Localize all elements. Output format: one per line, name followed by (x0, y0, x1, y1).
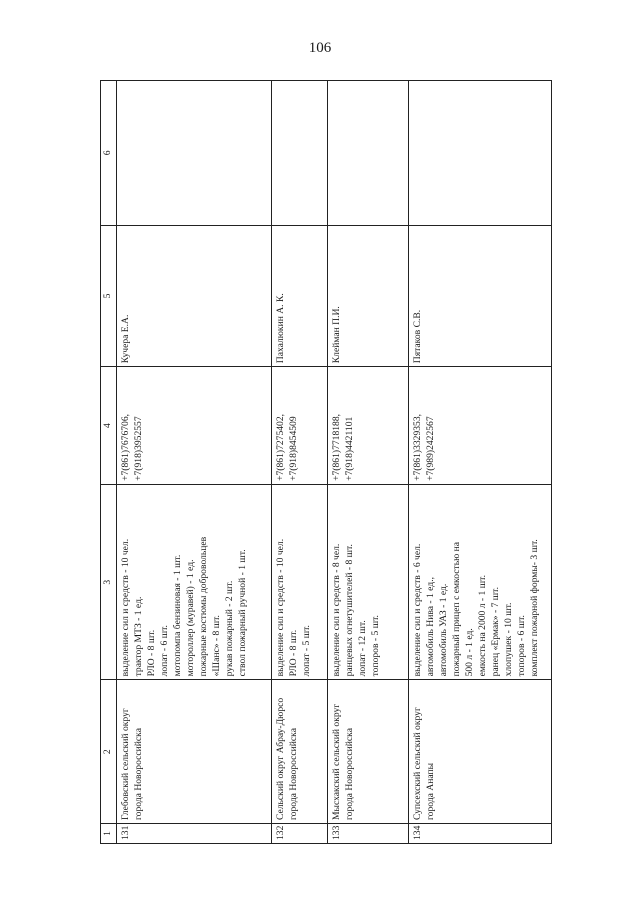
district-cell (117, 679, 271, 823)
row-number-cell: 131 (117, 823, 271, 843)
resource-line: топоров - 6 шт. (516, 615, 528, 677)
phone-line: +7(918)8454509 (287, 416, 299, 481)
resource-line: автомобиль Нива - 1 ед., (425, 577, 437, 677)
phones-cell (409, 366, 551, 484)
district-line: Мысхакский сельский округ (330, 703, 342, 821)
resource-line: выделение сил и средств - 10 чел. (274, 538, 286, 677)
table-row (328, 81, 410, 843)
district-line: Супсехский сельский округ (412, 707, 424, 821)
district-cell (272, 679, 327, 823)
phone-line: +7(989)2422567 (425, 416, 437, 481)
note-cell (272, 81, 327, 225)
table-row (117, 81, 272, 843)
page-number: 106 (308, 40, 332, 56)
resource-line: выделение сил и средств - 8 чел. (330, 543, 342, 677)
phones-cell (117, 366, 271, 484)
header-col-3: 3 (101, 484, 116, 679)
phone-line: +7(918)4421101 (343, 416, 355, 481)
table-row (272, 81, 328, 843)
resource-line: топоров - 5 шт. (369, 615, 381, 677)
phones-cell (328, 366, 409, 484)
district-line: города Новороссийска (132, 728, 144, 821)
district-line: города Анапы (425, 762, 437, 821)
row-number-cell: 133 (328, 823, 409, 843)
resource-line: выделение сил и средств - 6 чел. (412, 543, 424, 677)
resource-line: лопат - 12 шт. (356, 620, 368, 677)
phone-line: +7(861)7676706, (119, 413, 131, 481)
resource-line: «Шанс» - 8 шт. (210, 615, 222, 677)
header-col-5: 5 (101, 225, 116, 367)
phone-line: +7(918)3952557 (132, 416, 144, 481)
row-number-cell: 132 (272, 823, 327, 843)
table-row (409, 81, 551, 843)
resource-line: емкость на 2000 л - 1 шт. (477, 575, 489, 677)
person-cell: Клейман П.И. (328, 225, 409, 367)
district-line: города Новороссийска (287, 728, 299, 821)
phone-line: +7(861)7718188, (330, 413, 342, 481)
note-cell (328, 81, 409, 225)
resource-line: пожарные костюмы добровольцев (197, 536, 209, 677)
header-col-1: 1 (101, 823, 116, 843)
resource-line: мотопомпа бензиновая - 1 шт. (171, 554, 183, 677)
district-line: города Новороссийска (343, 728, 355, 821)
resources-cell (409, 484, 551, 679)
row-number-cell: 134 (409, 823, 551, 843)
resources-table (100, 80, 552, 844)
resource-line: хлопушек - 10 шт. (503, 602, 515, 677)
table-wrapper (100, 80, 552, 844)
resource-line: комплект пожарной формы- 3 шт. (529, 539, 541, 677)
resources-cell (272, 484, 327, 679)
resource-line: ствол пожарный ручной - 1 шт. (236, 549, 248, 677)
resource-line: 500 л - 1 ед. (464, 628, 476, 677)
resource-line: трактор МТЗ - 1 ед. (132, 596, 144, 677)
district-cell (409, 679, 551, 823)
note-cell (409, 81, 551, 225)
phones-cell (272, 366, 327, 484)
resource-line: выделение сил и средств - 10 чел. (119, 538, 131, 677)
phone-line: +7(861)3329353, (412, 413, 424, 481)
person-cell: Кучера Е.А. (117, 225, 271, 367)
district-line: Сельский округ Абрау-Дюрсо (274, 697, 286, 821)
district-cell (328, 679, 409, 823)
person-cell: Пятаков С.В. (409, 225, 551, 367)
district-line: Глебовский сельский округ (119, 708, 131, 821)
resources-cell (328, 484, 409, 679)
resources-cell (117, 484, 271, 679)
header-col-2: 2 (101, 679, 116, 823)
resource-line: РЛО - 8 шт. (145, 629, 157, 677)
resource-line: ранец «Ермак» - 7 шт. (490, 586, 502, 677)
resource-line: ранцевых огнетушителей - 8 шт. (343, 544, 355, 677)
person-cell: Пахалюкин А. К. (272, 225, 327, 367)
resource-line: пожарный прицеп с емкостью на (451, 541, 463, 677)
resource-line: автомобиль УАЗ - 1 ед. (438, 583, 450, 677)
header-col-6: 6 (102, 150, 113, 156)
table-header-row (101, 81, 117, 843)
resource-line: рукав пожарный - 2 шт. (223, 580, 235, 677)
resource-line: лопат - 5 шт. (300, 625, 312, 677)
resource-line: мотороллер (муравей) - 1 ед. (184, 559, 196, 677)
resource-line: лопат - 6 шт. (158, 625, 170, 677)
note-cell (117, 81, 271, 225)
resource-line: РЛО - 8 шт. (287, 629, 299, 677)
header-col-4: 4 (101, 366, 116, 484)
phone-line: +7(861)7275402, (274, 413, 286, 481)
